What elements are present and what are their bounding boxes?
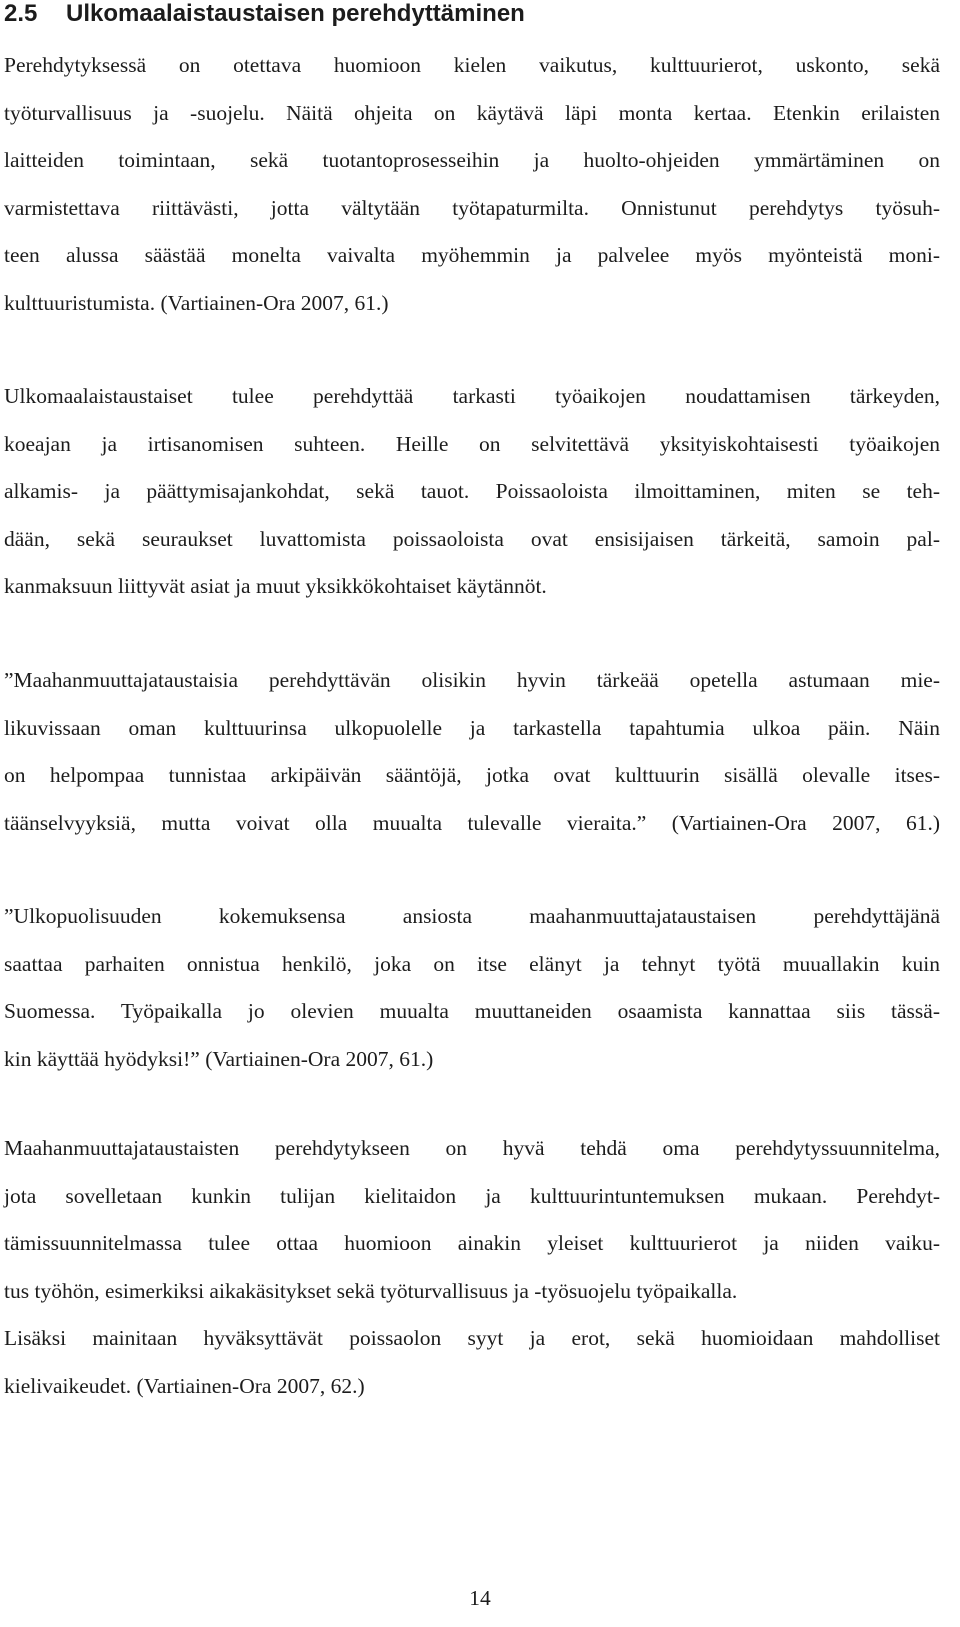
paragraph-line: kanmaksuun liittyvät asiat ja muut yksikkökohtaiset käytännöt. [4, 574, 547, 598]
paragraph-line: likuvissaan oman kulttuurinsa ulkopuolelle ja tarkastella tapahtumia ulkoa päin. Näin [4, 715, 940, 740]
paragraph-line: varmistettava riittävästi, jotta vältytään työtapaturmilta. Onnistunut perehdytys työsuh- [4, 195, 940, 220]
paragraph-line: kielivaikeudet. (Vartiainen-Ora 2007, 62.) [4, 1373, 365, 1398]
paragraph-line: Perehdytyksessä on otettava huomioon kielen vaikutus, kulttuurierot, uskonto, sekä [4, 53, 940, 77]
paragraph-line: laitteiden toimintaan, sekä tuotantoprosesseihin ja huolto-ohjeiden ymmärtäminen on [4, 148, 940, 172]
paragraph-line: Lisäksi mainitaan hyväksyttävät poissaolon syyt ja erot, sekä huomioidaan mahdolliset [4, 1326, 940, 1350]
paragraph-2 [4, 373, 940, 611]
paragraph-line: kulttuuristumista. (Vartiainen-Ora 2007, 61.) [4, 290, 389, 315]
section-heading [4, 0, 525, 28]
paragraph-line: saattaa parhaiten onnistua henkilö, joka on itse elänyt ja tehnyt työtä muuallakin kuin [4, 951, 940, 976]
paragraph-line: tämissuunnitelmassa tulee ottaa huomioon ainakin yleiset kulttuurierot ja niiden vaiku- [4, 1231, 940, 1255]
section-title: Ulkomaalaistaustaisen perehdyttäminen [66, 0, 525, 27]
paragraph-3-quote [4, 657, 940, 847]
paragraph-line: Suomessa. Työpaikalla jo olevien muualta muuttaneiden osaamista kannattaa siis tässä- [4, 999, 940, 1023]
paragraph-line: jota sovelletaan kunkin tulijan kielitaidon ja kulttuurintuntemuksen mukaan. Perehdyt- [4, 1183, 940, 1208]
paragraph-line: tus työhön, esimerkiksi aikakäsitykset sekä työturvallisuus ja -työsuojelu työpaikalla. [4, 1278, 738, 1303]
paragraph-line: dään, sekä seuraukset luvattomista poissaoloista ovat ensisijaisen tärkeitä, samoin pal- [4, 526, 940, 551]
paragraph-line: Maahanmuuttajataustaisten perehdytykseen on hyvä tehdä oma perehdytyssuunnitelma, [4, 1136, 940, 1160]
paragraph-line: teen alussa säästää monelta vaivalta myöhemmin ja palvelee myös myönteistä moni- [4, 243, 940, 267]
paragraph-line: täänselvyyksiä, mutta voivat olla muualta tulevalle vieraita.” (Vartiainen-Ora 2007, 61.) [4, 810, 940, 835]
paragraph-line: ”Maahanmuuttajataustaisia perehdyttävän olisikin hyvin tärkeää opetella astumaan mie- [4, 668, 940, 692]
paragraph-line: työturvallisuus ja -suojelu. Näitä ohjeita on käytävä läpi monta kertaa. Etenkin erilaisten [4, 100, 940, 125]
paragraph-line: alkamis- ja päättymisajankohdat, sekä tauot. Poissaoloista ilmoittaminen, miten se teh- [4, 479, 940, 503]
section-number: 2.5 [4, 0, 38, 27]
paragraph-line: kin käyttää hyödyksi!” (Vartiainen-Ora 2007, 61.) [4, 1046, 434, 1071]
paragraph-1 [4, 42, 940, 327]
paragraph-line: ”Ulkopuolisuuden kokemuksensa ansiosta maahanmuuttajataustaisen perehdyttäjänä [4, 904, 940, 928]
paragraph-line: koeajan ja irtisanomisen suhteen. Heille on selvitettävä yksityiskohtaisesti työaikojen [4, 431, 940, 456]
paragraph-5 [4, 1125, 940, 1410]
paragraph-line: Ulkomaalaistaustaiset tulee perehdyttää tarkasti työaikojen noudattamisen tärkeyden, [4, 384, 940, 408]
paragraph-4-quote [4, 893, 940, 1083]
page-number: 14 [469, 1586, 491, 1610]
paragraph-line: on helpompaa tunnistaa arkipäivän sääntöjä, jotka ovat kulttuurin sisällä olevalle itses- [4, 763, 940, 787]
